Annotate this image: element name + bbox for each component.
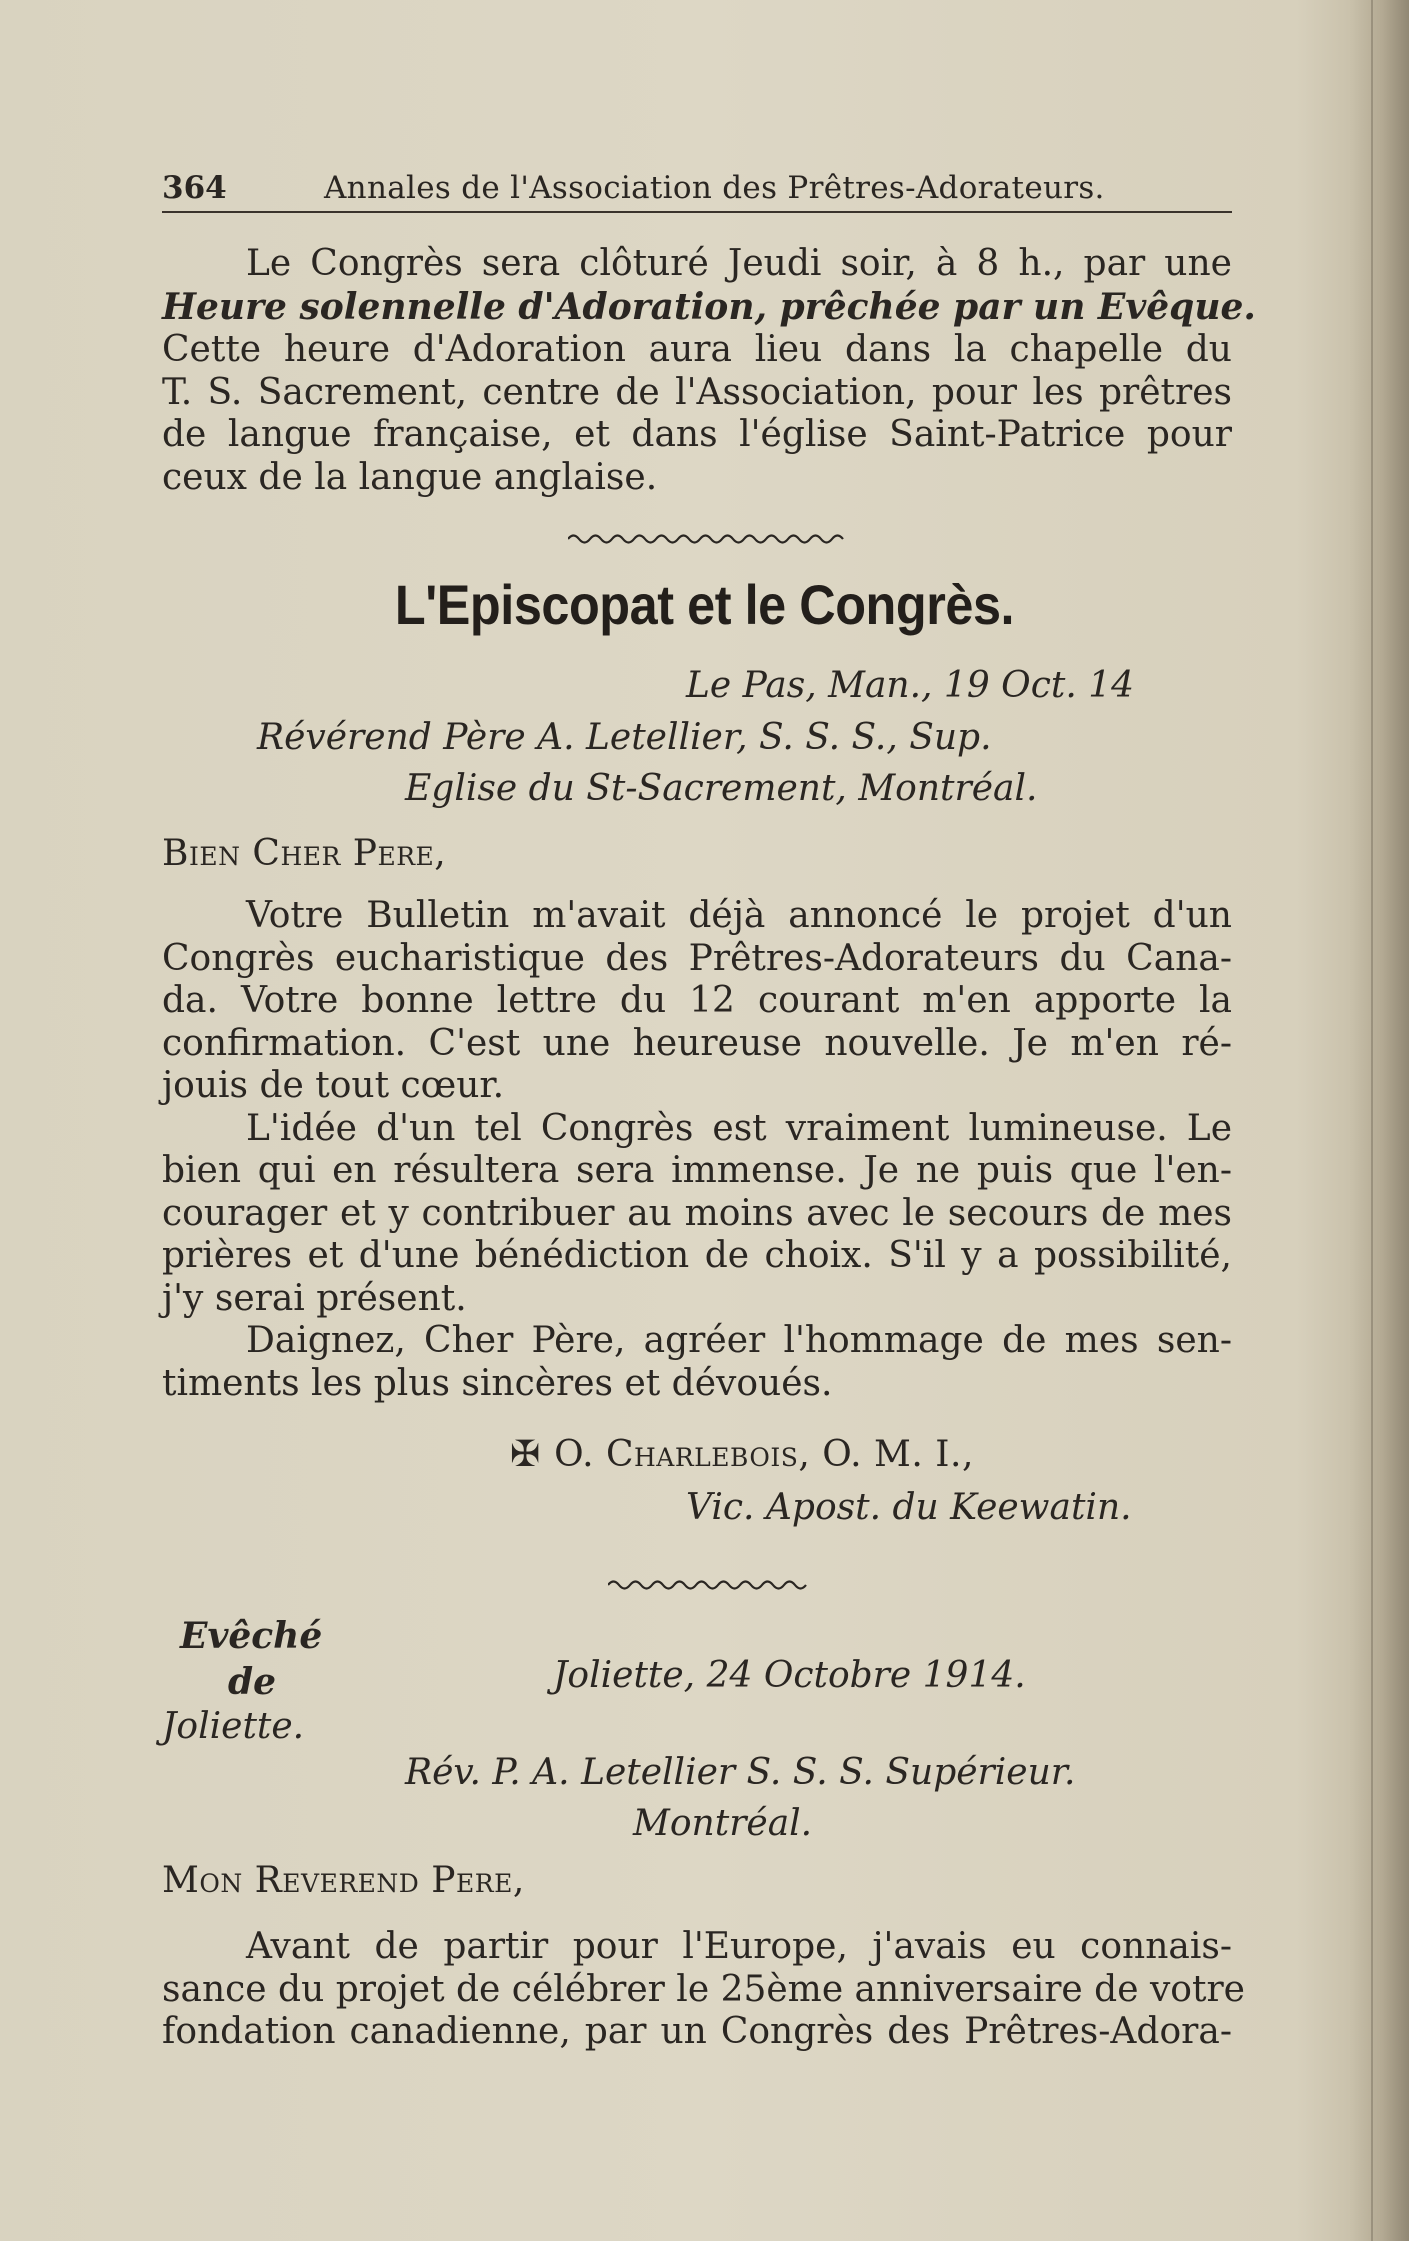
letter2-line: Avant de partir pour l'Europe, j'avais eu connais- <box>246 1926 1232 1967</box>
margin-note-line: de <box>228 1661 277 1703</box>
margin-note-line: Evêché <box>180 1615 323 1657</box>
letter1-salutation: Bien Cher Pere, <box>162 833 447 874</box>
letter1-line: jouis de tout cœur. <box>162 1065 505 1106</box>
intro-line: ceux de la langue anglaise. <box>162 456 658 498</box>
letter1-signature-block <box>510 1434 974 1476</box>
intro-line: T. S. Sacrement, centre de l'Association, pour les prêtres <box>162 371 1232 413</box>
intro-line-2: Heure solennelle d'Adoration, prêchée par un Evêque. <box>162 285 1256 328</box>
running-title: Annales de l'Association des Prêtres-Adorateurs. <box>324 170 1105 206</box>
section-title: L'Episcopat et le Congrès. <box>394 573 1015 636</box>
letter2-addressee: Rév. P. A. Letellier S. S. S. Supérieur. <box>405 1752 1076 1793</box>
letter2-date: Joliette, 24 Octobre 1914. <box>553 1655 1026 1696</box>
letter2-salutation: Mon Reverend Pere, <box>162 1860 525 1901</box>
letter1-line: da. Votre bonne lettre du 12 courant m'en apporte la <box>162 980 1232 1021</box>
letter1-line: Congrès eucharistique des Prêtres-Adorateurs du Cana- <box>162 937 1232 979</box>
intro-line: Cette heure d'Adoration aura lieu dans la chapelle du <box>162 329 1232 370</box>
letter2-line: fondation canadienne, par un Congrès des Prêtres-Adora- <box>162 2011 1232 2052</box>
letter1-line: courager et y contribuer au moins avec le secours de mes <box>162 1192 1232 1234</box>
letter1-line: confirmation. C'est une heureuse nouvelle. Je m'en ré- <box>162 1022 1232 1064</box>
letter1-addressee: Révérend Père A. Letellier, S. S. S., Sup. <box>257 717 992 758</box>
letter1-line: j'y serai présent. <box>162 1277 467 1319</box>
intro-line: de langue française, et dans l'église Saint-Patrice pour <box>162 414 1232 455</box>
ornament-divider <box>608 1578 812 1592</box>
letter1-signature-title: Vic. Apost. du Keewatin. <box>686 1487 1132 1528</box>
intro-paragraph <box>162 243 1256 499</box>
letter2-body <box>162 1926 1245 2054</box>
page-number: 364 <box>162 170 227 206</box>
letter1-line: timents les plus sincères et dévoués. <box>162 1362 833 1404</box>
letter2-address: Montréal. <box>633 1803 813 1844</box>
letter1-line: L'idée d'un tel Congrès est vraiment lumineuse. Le <box>246 1107 1232 1149</box>
letter2-line: sance du projet de célébrer le 25ème anniversaire de votre <box>162 1968 1245 2010</box>
letter1-line: Votre Bulletin m'avait déjà annoncé le projet d'un <box>246 895 1232 936</box>
intro-line: Le Congrès sera clôturé Jeudi soir, à 8 h., par une <box>246 243 1232 284</box>
letter1-date: Le Pas, Man., 19 Oct. 14 <box>686 665 1135 706</box>
page-edge-shadow <box>1349 0 1409 2241</box>
letter1-line: prières et d'une bénédiction de choix. S'il y a possibilité, <box>162 1235 1232 1276</box>
page-edge-line <box>1371 0 1373 2241</box>
letter1-address: Eglise du St-Sacrement, Montréal. <box>405 768 1038 809</box>
ornament-divider <box>568 532 850 546</box>
letter1-line: bien qui en résultera sera immense. Je ne puis que l'en- <box>162 1150 1232 1191</box>
letter1-line: Daignez, Cher Père, agréer l'hommage de mes sen- <box>246 1320 1232 1361</box>
letter1-body <box>162 895 1232 1405</box>
letter1-signature: O. Charlebois, O. M. I., <box>554 1434 974 1475</box>
cross-icon: ✠ <box>510 1434 541 1475</box>
header-rule <box>162 211 1232 213</box>
margin-note-line: Joliette. <box>162 1706 305 1747</box>
intro-line <box>162 285 1256 330</box>
